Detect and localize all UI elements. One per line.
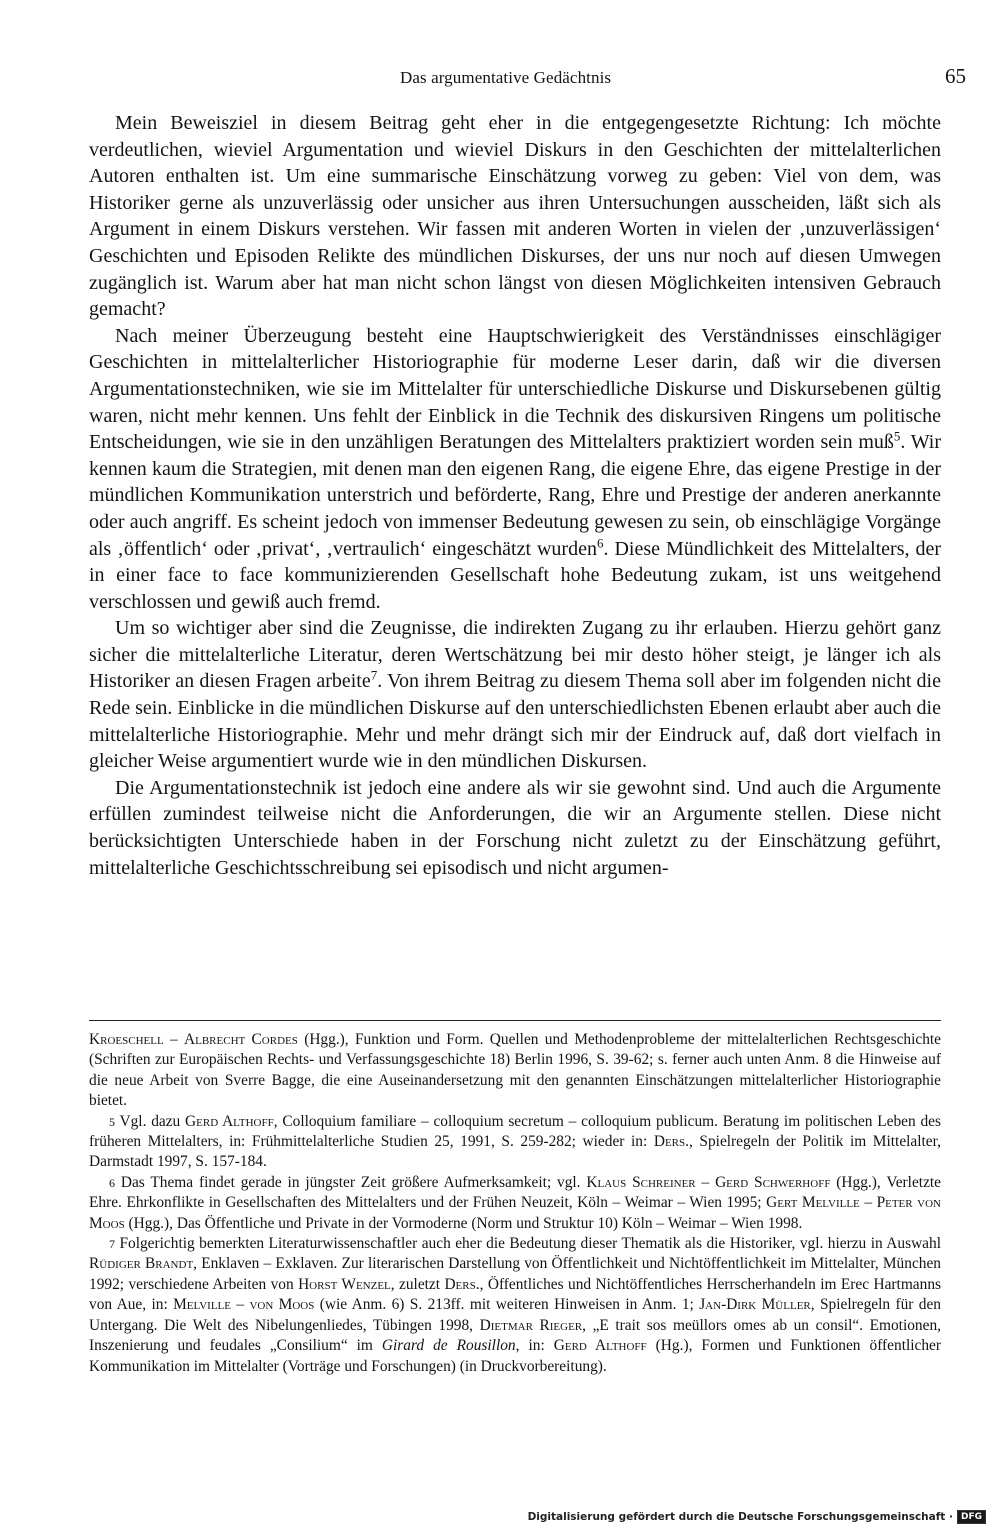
paragraph-4: Die Argumentationstechnik ist jedoch eine andere als wir sie gewohnt sind. Und auch die Argumente erfüllen zumindest teilweise nicht die Anforderungen, die wir an Argumente stellen. Diese nicht berücksichtigten Unterschiede haben in der Forschung nicht zuletzt zu der Einschätzung geführt, mittelalterliche Geschichtsschreibung sei episodisch und nicht argumen- <box>89 776 941 879</box>
footnote-ref-6[interactable]: 6 <box>596 534 604 550</box>
dfg-logo-icon: DFG <box>957 1510 986 1524</box>
paragraph-2: Nach meiner Überzeugung besteht eine Hauptschwierigkeit des Verständnisses einschlägiger Geschichten in mittelalterlicher Historiographie für moderne Leser darin, daß wir die diversen Argumentationstechniken, wie sie im Mittelalter für unterschiedliche Diskurse und Diskursebenen gültig waren, nicht mehr kennen. Uns fehlt der Einblick in die Technik des diskursiven Ringens um politische Entscheidungen, wie sie in den unzähligen Beratungen des Mittelalters praktiziert worden sein muß$^5$. Wir kennen kaum die Strategien, mit denen man den eigenen Rang, die eigene Ehre, das eigene Prestige in der mündlichen Kommunikation unterstrich und beförderte, Rang, Ehre und Prestige der anderen anerkannte oder auch angriff. Es scheint jedoch von immenser Bedeutung gewesen zu sein, ob einschlägige Vorgänge als ‚öffentlich‘ oder ‚privat‘, ‚vertraulich‘ eingeschätzt wurden$^6$. Diese Mündlichkeit des Mittelalters, der in einer face to face kommunizierenden Gesellschaft hohe Bedeutung zukam, ist uns weitgehend verschlossen und gewiß auch fremd. <box>89 324 942 613</box>
paragraph-1: Mein Beweisziel in diesem Beitrag geht eher in die entgegengesetzte Richtung: Ich möchte verdeutlichen, wieviel Argumentation und wieviel Diskurs in den Geschichten der mittelalterlichen Autoren enthalten ist. Um eine summarische Einschätzung vorweg zu geben: Viel von dem, was Historiker gerne als unzuverlässig oder unsicher aus ihren Untersuchungen ausscheiden, läßt sich als Argument in einem Diskurs verstehen. Wir fassen mit anderen Worten in vielen der ‚unzuverlässigen‘ Geschichten und Episoden Relikte des mündlichen Diskurses, der uns nur noch auf diesen Umwegen zugänglich ist. Warum aber hat man nicht schon längst von diesen Möglichkeiten intensiven Gebrauch gemacht? <box>89 112 941 321</box>
page-header <box>90 58 966 98</box>
digitization-footer <box>528 1510 986 1524</box>
footnote-rule <box>89 1020 941 1021</box>
footnote-ref-7[interactable]: 7 <box>370 667 378 683</box>
footnote-ref-5[interactable]: 5 <box>893 428 901 444</box>
footnote-6: 6 Das Thema findet gerade in jüngster Zeit größere Aufmerksamkeit; vgl. Klaus Schreiner – Gerd Schwerhoff (Hgg.), Verletzte Ehre. Ehrkonflikte in Gesellschaften des Mittelalters und der Frühen Neuzeit, Köln – Weimar – Wien 1995; Gert Melville – Peter von Moos (Hgg.), Das Öffentliche und Private in der Vormoderne (Norm und Struktur 10) Köln – Weimar – Wien 1998. <box>89 1173 942 1232</box>
digitization-note: Digitalisierung gefördert durch die Deutsche Forschungsgemeinschaft · <box>527 1511 953 1523</box>
page-number: 65 <box>945 64 966 88</box>
footnote-7: 7 Folgerichtig bemerkten Literaturwissenschaftler auch eher die Bedeutung dieser Thematik als die Historiker, vgl. hierzu in Auswahl Rüdiger Brandt, Enklaven – Exklaven. Zur literarischen Darstellung von Öffentlichkeit und Nichtöffentlichkeit im Mittelalter, München 1992; verschiedene Arbeiten von Horst Wenzel, zuletzt Ders., Öffentliches und Nichtöffentliches Herrscherhandeln im Erec Hartmanns von Aue, in: Melville – von Moos (wie Anm. 6) S. 213ff. mit weiteren Hinweisen in Anm. 1; Jan-Dirk Müller, Spielregeln für den Untergang. Die Welt des Nibelungenliedes, Tübingen 1998, Dietmar Rieger, „E trait sos meüllors omes ab un consil“. Emotionen, Inszenierung und feudales „Consilium“ im Girard de Rousillon, in: Gerd Althoff (Hg.), Formen und Funktionen öffentlicher Kommunikation im Mittelalter (Vorträge und Forschungen) (in Druckvorbereitung). <box>89 1235 942 1375</box>
footnote-5: 5 Vgl. dazu Gerd Althoff, Colloquium familiare – colloquium secretum – colloquium publicum. Beratung im politischen Leben des früheren Mittelalters, in: Frühmittelalterliche Studien 25, 1991, S. 259-282; wieder in: Ders., Spielregeln der Politik im Mittelalter, Darmstadt 1997, S. 157-184. <box>89 1112 941 1171</box>
footnotes <box>89 1030 941 1377</box>
body-text <box>89 110 941 881</box>
paragraph-3: Um so wichtiger aber sind die Zeugnisse, die indirekten Zugang zu ihr erlauben. Hierzu gehört ganz sicher die mittelalterliche Literatur, deren Wertschätzung bei mir desto höher steigt, je länger ich als Historiker an diesen Fragen arbeite$^7$. Von ihrem Beitrag zu diesem Thema soll aber im folgenden nicht die Rede sein. Einblicke in die mündlichen Diskurse auf den unterschiedlichsten Ebenen erlaubt aber auch die mittelalterliche Historiographie. Mehr und mehr drängt sich mir der Eindruck auf, daß dort vielfach in gleicher Weise argumentiert wurde wie in den mündlichen Diskursen. <box>89 617 941 773</box>
running-head: Das argumentative Gedächtnis <box>400 68 612 87</box>
footnote-continuation: Kroeschell – Albrecht Cordes (Hgg.), Funktion und Form. Quellen und Methodenprobleme der mittelalterlichen Rechtsgeschichte (Schriften zur Europäischen Rechts- und Verfassungsgeschichte 18) Berlin 1996, S. 39-62; s. ferner auch unten Anm. 8 die Hinweise auf die neue Arbeit von Sverre Bagge, die eine Auseinandersetzung mit den genannten Einschätzungen mittelalterlicher Historiographie bietet. <box>89 1031 941 1110</box>
